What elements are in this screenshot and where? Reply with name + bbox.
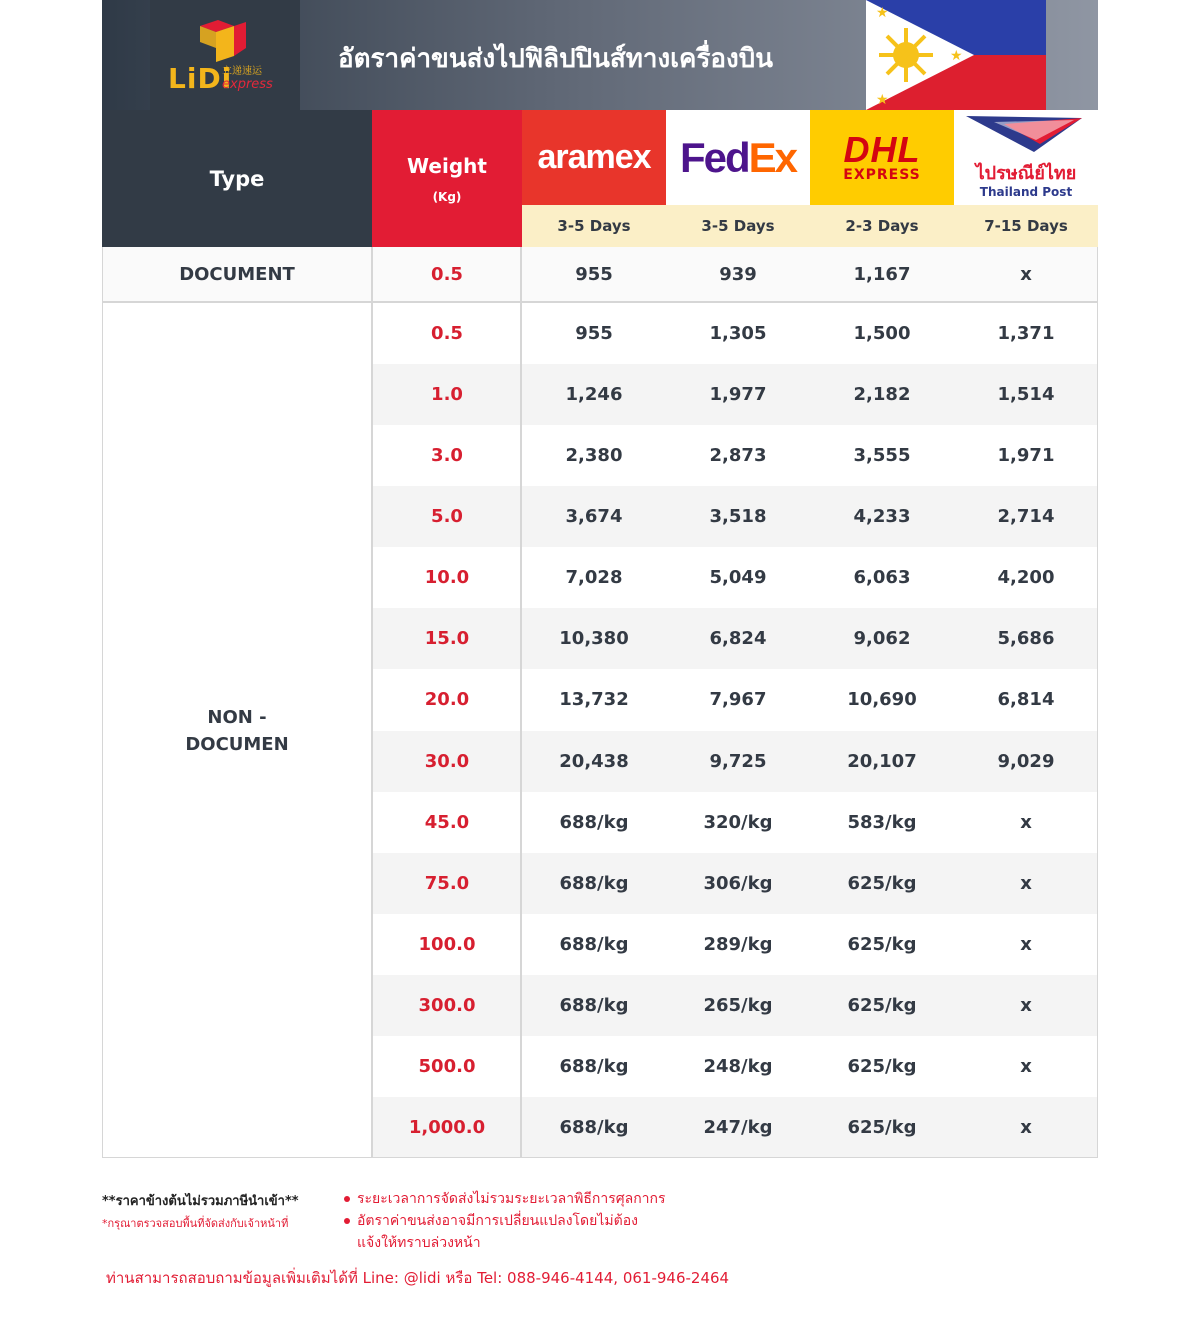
rate-thailand-post: x bbox=[1020, 811, 1032, 833]
rate-aramex: 2,380 bbox=[565, 445, 623, 467]
rate-thailand-post: x bbox=[1020, 1055, 1032, 1077]
rate-aramex: 20,438 bbox=[559, 750, 629, 772]
days-thailand-post: 7-15 Days bbox=[954, 205, 1098, 247]
rate-thailand-post: 5,686 bbox=[997, 628, 1055, 650]
rate-dhl: 2,182 bbox=[853, 384, 911, 406]
weight-cell: 75.0 bbox=[424, 872, 470, 894]
divider bbox=[102, 247, 103, 1158]
svg-text:★: ★ bbox=[876, 92, 889, 108]
days-dhl: 2-3 Days bbox=[810, 205, 954, 247]
aramex-logo-text: aramex bbox=[537, 138, 651, 176]
table-row bbox=[372, 731, 1098, 792]
rate-aramex: 955 bbox=[575, 323, 613, 345]
weight-cell: 45.0 bbox=[424, 811, 470, 833]
table-row bbox=[372, 547, 1098, 608]
rate-fedex: 2,873 bbox=[709, 445, 767, 467]
table-row bbox=[372, 486, 1098, 547]
rate-thailand-post: x bbox=[1020, 872, 1032, 894]
divider bbox=[520, 247, 522, 1158]
rate-aramex: 688/kg bbox=[559, 872, 629, 894]
table-row bbox=[372, 303, 1098, 364]
rate-dhl: 583/kg bbox=[847, 811, 917, 833]
rate-dhl: 4,233 bbox=[853, 506, 911, 528]
notes-bullets bbox=[344, 1188, 666, 1254]
rate-fedex: 320/kg bbox=[703, 811, 773, 833]
header-weight-label: Weight bbox=[407, 153, 487, 178]
svg-text:★: ★ bbox=[950, 48, 963, 64]
days-fedex: 3-5 Days bbox=[666, 205, 810, 247]
divider bbox=[371, 247, 373, 1158]
logo-box-icon bbox=[198, 18, 248, 62]
rate-dhl: 625/kg bbox=[847, 872, 917, 894]
header-weight-unit: (Kg) bbox=[432, 189, 462, 204]
table-row bbox=[372, 364, 1098, 425]
rate-fedex: 289/kg bbox=[703, 933, 773, 955]
thailand-post-wing-icon bbox=[964, 114, 1084, 154]
rate-fedex: 1,977 bbox=[709, 384, 767, 406]
rate-aramex: 3,674 bbox=[565, 506, 623, 528]
area-note: *กรุณาตรวจสอบพื้นที่จัดส่งกับเจ้าหน้าที่ bbox=[102, 1217, 289, 1230]
rate-aramex: 10,380 bbox=[559, 628, 629, 650]
rate-dhl: 20,107 bbox=[847, 750, 917, 772]
rate-dhl: 1,500 bbox=[853, 323, 911, 345]
rate-aramex: 13,732 bbox=[559, 689, 629, 711]
thailand-post-logo-sub: Thailand Post bbox=[979, 185, 1073, 199]
weight-cell: 1,000.0 bbox=[408, 1116, 486, 1138]
rate-aramex: 688/kg bbox=[559, 1116, 629, 1138]
table-row bbox=[372, 975, 1098, 1036]
rate-aramex: 688/kg bbox=[559, 933, 629, 955]
weight-cell: 15.0 bbox=[424, 628, 470, 650]
rate-fedex: 265/kg bbox=[703, 994, 773, 1016]
rate-dhl: 625/kg bbox=[847, 933, 917, 955]
rate-aramex: 688/kg bbox=[559, 994, 629, 1016]
rate-fedex: 3,518 bbox=[709, 506, 767, 528]
type-non-document-line1: NON - bbox=[207, 706, 267, 728]
divider bbox=[102, 1157, 1098, 1158]
logo-chinese: 立递速运 bbox=[222, 66, 262, 77]
fedex-logo-fed: Fed bbox=[679, 133, 749, 181]
rate-thailand-post: x bbox=[1020, 1116, 1032, 1138]
header-weight bbox=[372, 110, 522, 247]
rate-dhl: 625/kg bbox=[847, 1055, 917, 1077]
table-row bbox=[372, 853, 1098, 914]
rate-dhl: 1,167 bbox=[853, 263, 911, 285]
rate-fedex: 5,049 bbox=[709, 567, 767, 589]
type-non-document bbox=[102, 303, 372, 1158]
weight-cell: 3.0 bbox=[431, 445, 463, 467]
type-document: DOCUMENT bbox=[179, 263, 295, 285]
type-non-document-line2: DOCUMEN bbox=[185, 733, 289, 755]
rate-dhl: 9,062 bbox=[853, 628, 911, 650]
weight-cell: 30.0 bbox=[424, 750, 470, 772]
dhl-logo-sub: EXPRESS bbox=[843, 166, 921, 183]
carrier-thailand-post bbox=[954, 110, 1098, 205]
table-row bbox=[372, 669, 1098, 730]
rate-thailand-post: x bbox=[1020, 263, 1032, 285]
rate-aramex: 688/kg bbox=[559, 811, 629, 833]
rate-fedex: 1,305 bbox=[709, 323, 767, 345]
weight-cell: 300.0 bbox=[418, 994, 476, 1016]
bullet-item-continued: แจ้งให้ทราบล่วงหน้า bbox=[357, 1235, 481, 1251]
weight-cell: 1.0 bbox=[431, 384, 463, 406]
rate-thailand-post: 2,714 bbox=[997, 506, 1055, 528]
carrier-fedex bbox=[666, 110, 810, 205]
rate-fedex: 939 bbox=[719, 263, 757, 285]
carrier-dhl bbox=[810, 110, 954, 205]
rate-thailand-post: x bbox=[1020, 933, 1032, 955]
table-row bbox=[372, 914, 1098, 975]
weight-cell: 5.0 bbox=[431, 506, 463, 528]
bullet-item: อัตราค่าขนส่งอาจมีการเปลี่ยนแปลงโดยไม่ต้อง bbox=[344, 1210, 666, 1232]
svg-text:★: ★ bbox=[876, 5, 889, 21]
rate-fedex: 306/kg bbox=[703, 872, 773, 894]
rate-aramex: 7,028 bbox=[565, 567, 623, 589]
bullet-item: ระยะเวลาการจัดส่งไม่รวมระยะเวลาพิธีการศุลกากร bbox=[344, 1188, 666, 1210]
table-row bbox=[372, 792, 1098, 853]
weight-cell: 0.5 bbox=[431, 263, 463, 285]
table-row bbox=[372, 425, 1098, 486]
page-title: อัตราค่าขนส่งไปฟิลิปปินส์ทางเครื่องบิน bbox=[338, 44, 774, 74]
weight-cell: 500.0 bbox=[418, 1055, 476, 1077]
tax-note: **ราคาข้างต้นไม่รวมภาษีนำเข้า** bbox=[102, 1194, 299, 1209]
table-row bbox=[372, 608, 1098, 669]
rate-fedex: 248/kg bbox=[703, 1055, 773, 1077]
divider bbox=[1097, 247, 1098, 1158]
logo bbox=[150, 0, 300, 110]
days-aramex: 3-5 Days bbox=[522, 205, 666, 247]
weight-cell: 100.0 bbox=[418, 933, 476, 955]
rate-aramex: 1,246 bbox=[565, 384, 623, 406]
table-row-document bbox=[102, 247, 1098, 303]
table-row bbox=[372, 1036, 1098, 1097]
weight-cell: 0.5 bbox=[431, 323, 463, 345]
rate-fedex: 9,725 bbox=[709, 750, 767, 772]
weight-cell: 20.0 bbox=[424, 689, 470, 711]
rate-thailand-post: x bbox=[1020, 994, 1032, 1016]
header-type: Type bbox=[102, 110, 372, 247]
rate-fedex: 7,967 bbox=[709, 689, 767, 711]
rate-fedex: 247/kg bbox=[703, 1116, 773, 1138]
header-banner bbox=[102, 0, 1098, 110]
dhl-logo-text: DHL bbox=[843, 128, 921, 170]
rate-dhl: 3,555 bbox=[853, 445, 911, 467]
fedex-logo-ex: Ex bbox=[748, 133, 797, 181]
logo-brand: LiDi bbox=[168, 62, 233, 95]
rate-thailand-post: 4,200 bbox=[997, 567, 1055, 589]
rate-dhl: 6,063 bbox=[853, 567, 911, 589]
rate-thailand-post: 9,029 bbox=[997, 750, 1055, 772]
rate-dhl: 10,690 bbox=[847, 689, 917, 711]
rate-aramex: 688/kg bbox=[559, 1055, 629, 1077]
contact-info: ท่านสามารถสอบถามข้อมูลเพิ่มเติมได้ที่ Line: @lidi หรือ Tel: 088-946-4144, 061-946-2464 bbox=[106, 1269, 730, 1287]
rate-thailand-post: 1,514 bbox=[997, 384, 1055, 406]
rate-thailand-post: 6,814 bbox=[997, 689, 1055, 711]
rate-thailand-post: 1,971 bbox=[997, 445, 1055, 467]
rate-dhl: 625/kg bbox=[847, 1116, 917, 1138]
philippines-flag-icon bbox=[866, 0, 1046, 110]
rate-dhl: 625/kg bbox=[847, 994, 917, 1016]
table-body bbox=[102, 247, 1098, 1158]
rate-thailand-post: 1,371 bbox=[997, 323, 1055, 345]
rate-aramex: 955 bbox=[575, 263, 613, 285]
thailand-post-logo-thai: ไปรษณีย์ไทย bbox=[975, 163, 1077, 184]
logo-express: express bbox=[222, 77, 273, 92]
weight-cell: 10.0 bbox=[424, 567, 470, 589]
carrier-aramex bbox=[522, 110, 666, 205]
table-row bbox=[372, 1097, 1098, 1158]
rate-fedex: 6,824 bbox=[709, 628, 767, 650]
